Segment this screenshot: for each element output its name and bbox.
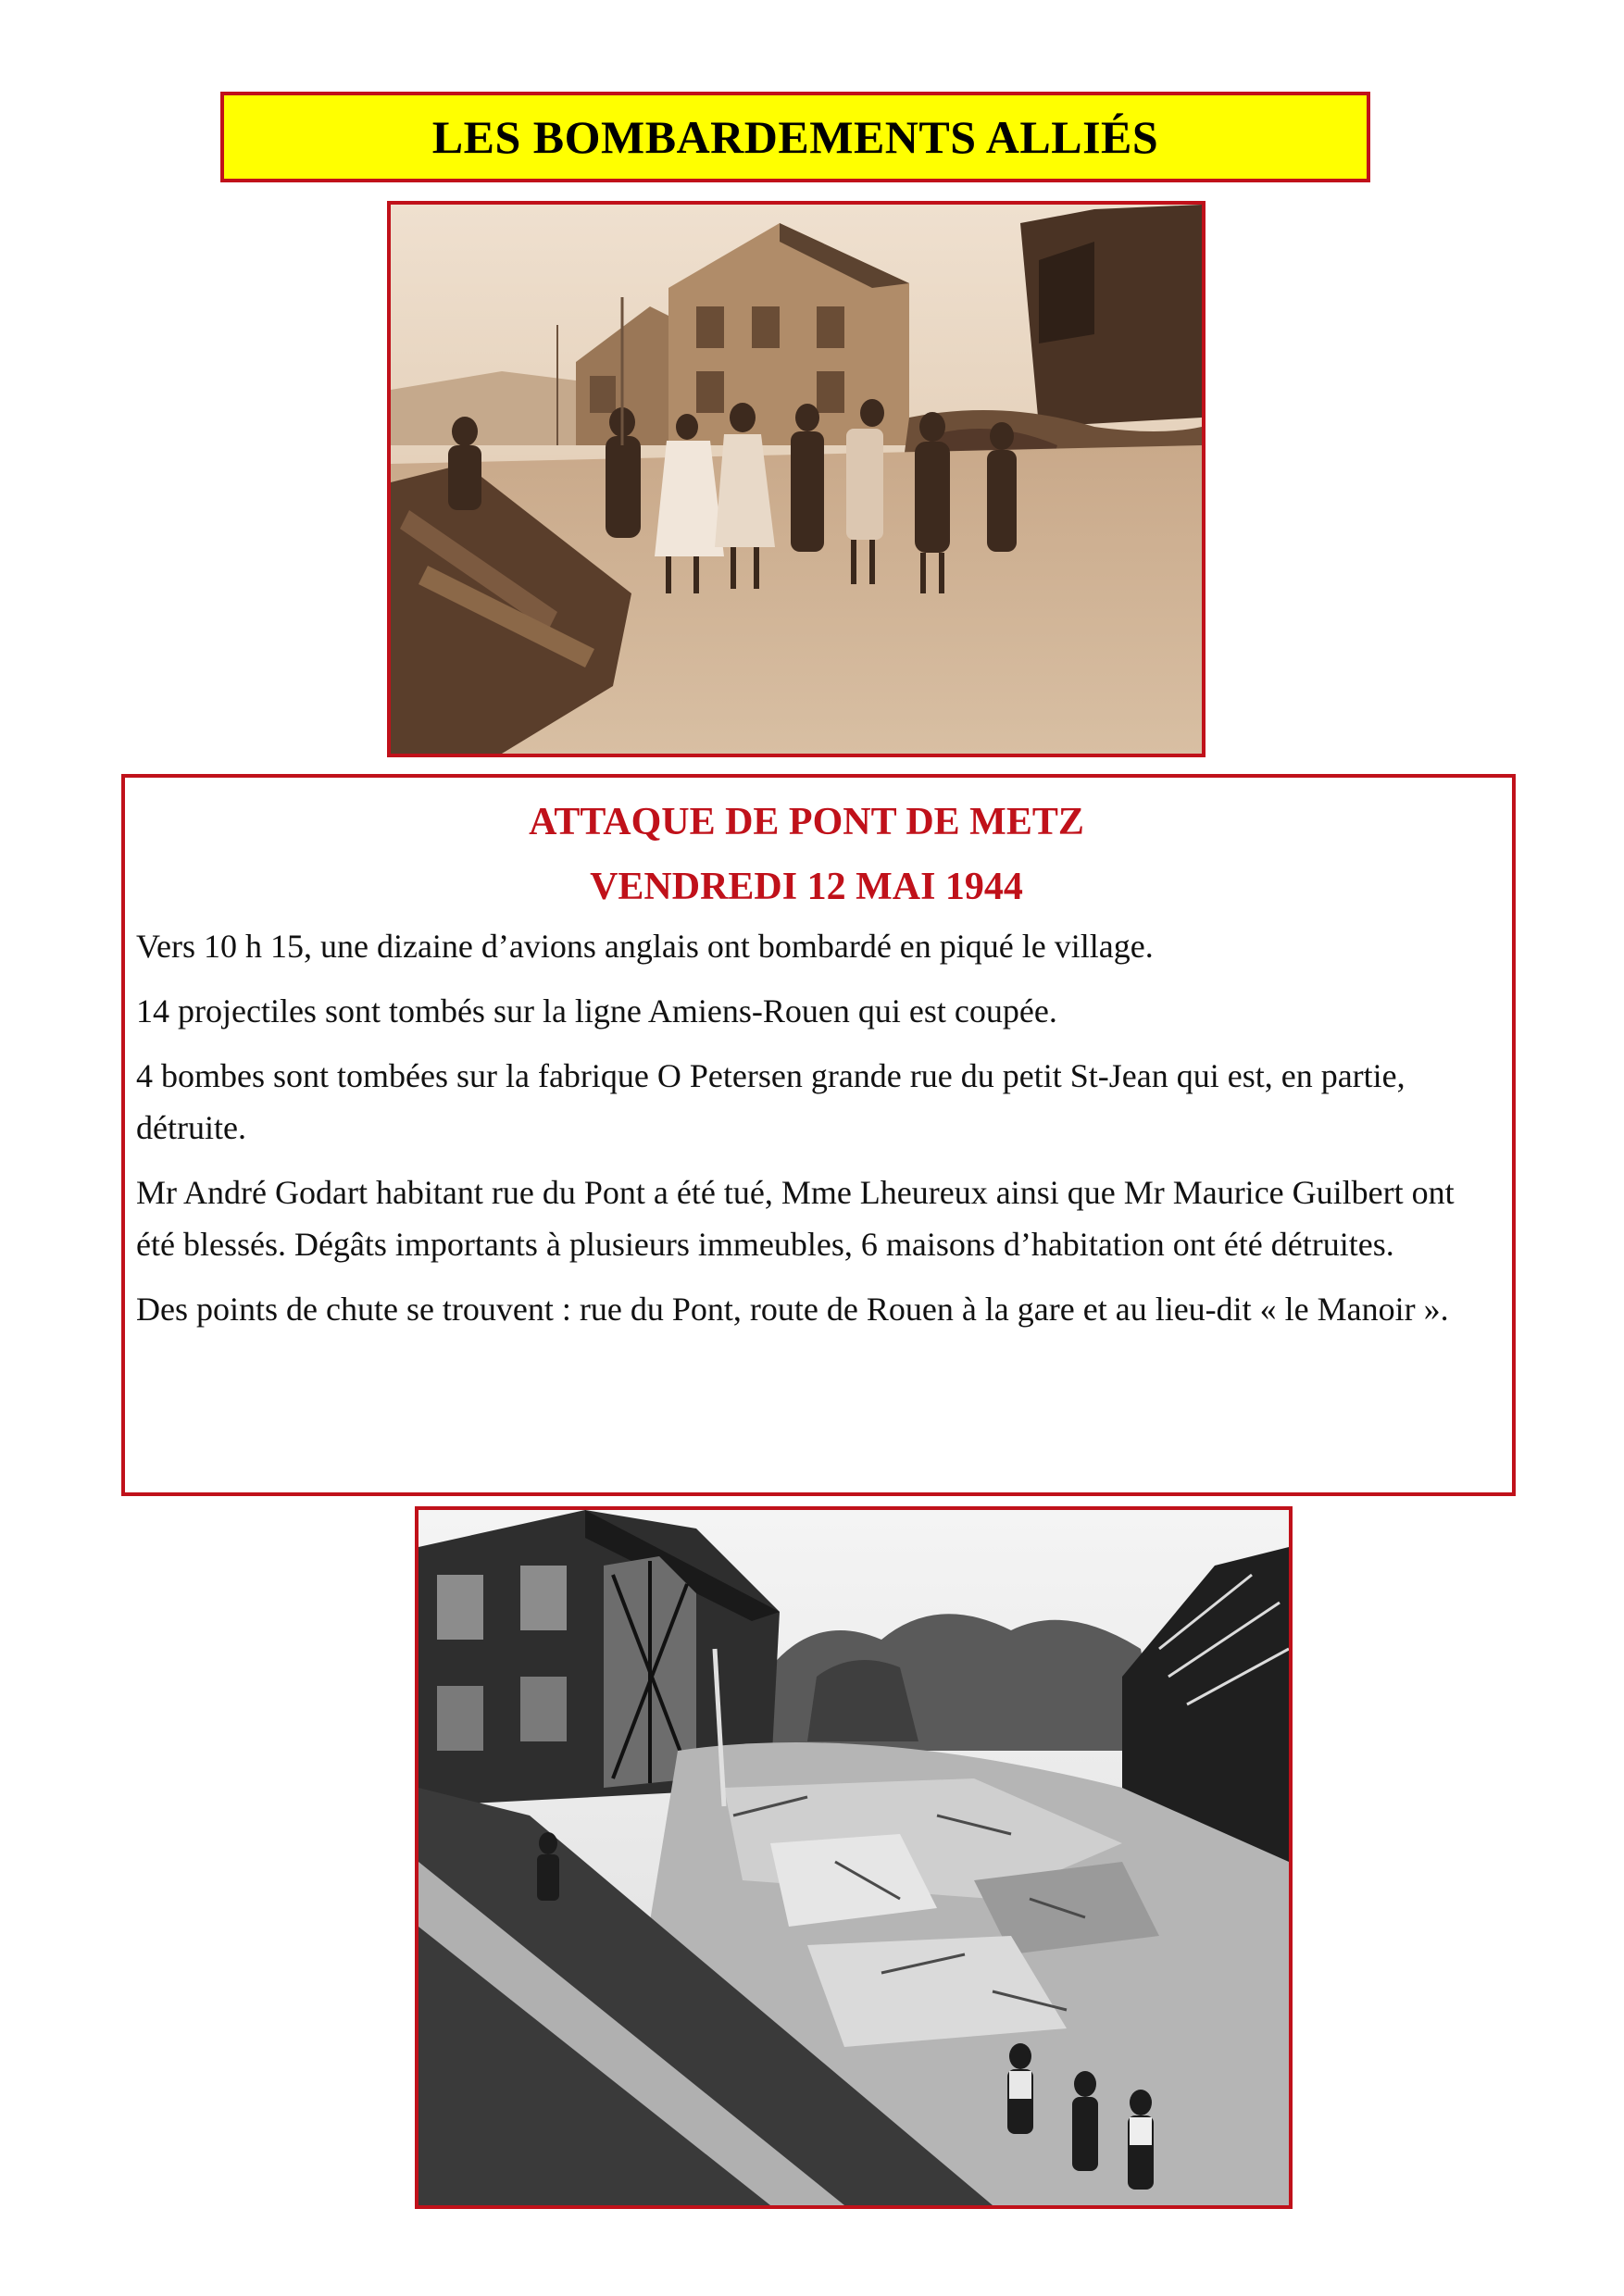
bw-photo-illustration [418, 1510, 1289, 2205]
article-paragraph: Vers 10 h 15, une dizaine d’avions anglais ont bombardé en piqué le village. [136, 928, 1154, 965]
photo-bw-destroyed-buildings [415, 1506, 1293, 2209]
photo-sepia-street-scene [387, 201, 1206, 757]
article-heading: ATTAQUE DE PONT DE METZ [529, 801, 1084, 843]
sepia-photo-illustration [391, 205, 1202, 754]
article-paragraph: 4 bombes sont tombées sur la fabrique O Petersen grande rue du petit St-Jean qui est, en partie, détruite. [136, 1057, 1405, 1146]
article-box [121, 774, 1516, 1496]
article-paragraph: Mr André Godart habitant rue du Pont a été tué, Mme Lheureux ainsi que Mr Maurice Guilbert ont été blessés. Dégâts importants à plusieurs immeubles, 6 maisons d’habitation ont été détruites. [136, 1174, 1455, 1263]
article-date: VENDREDI 12 MAI 1944 [590, 866, 1023, 908]
article-paragraph: Des points de chute se trouvent : rue du Pont, route de Rouen à la gare et au lieu-dit « le Manoir ». [136, 1291, 1449, 1328]
page-title-banner [220, 92, 1370, 182]
page-title: LES BOMBARDEMENTS ALLIÉS [431, 111, 1159, 163]
article-paragraph: 14 projectiles sont tombés sur la ligne Amiens-Rouen qui est coupée. [136, 992, 1057, 1029]
